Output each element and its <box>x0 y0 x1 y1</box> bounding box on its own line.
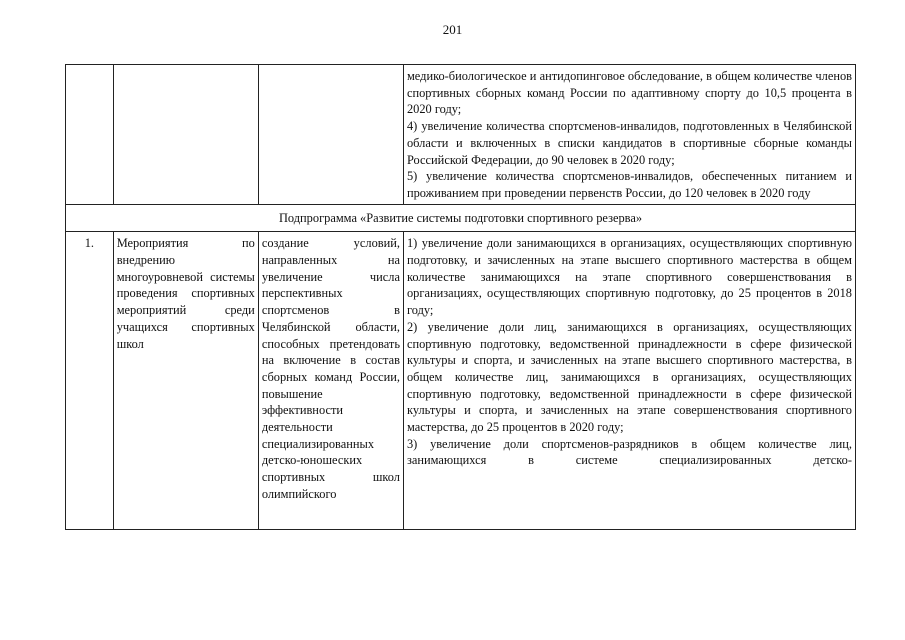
cell-goal <box>258 232 403 530</box>
table-row-subprogram <box>66 204 856 232</box>
result-paragraph: медико-биологическое и антидопинговое обследование, в общем количестве членов спортивных сборных команд России по адаптивному спорту до 10,5 процента в 2020 году; <box>406 69 852 117</box>
result-paragraph: 1) увеличение доли занимающихся в организациях, осуществляющих спортивную подготовку, и зачисленных на этапе высшего спортивного мастерства в общем количестве занимающихся на этапе спортивного совершенствования в организациях, осуществляющих спортивную подготовку, до 25 процентов в 2018 году; <box>406 236 852 318</box>
cell-goal-empty <box>258 65 403 205</box>
subprogram-title: Подпрограмма «Развитие системы подготовки спортивного резерва» <box>66 204 856 232</box>
cell-result <box>403 232 855 530</box>
cell-number-empty <box>66 65 114 205</box>
program-table <box>65 64 856 530</box>
table-row-1 <box>66 232 856 530</box>
activity-name: Мероприятия по внедрению многоуровневой системы проведения спортивных мероприятий среди учащихся спортивных школ <box>116 236 255 351</box>
activity-goal: создание условий, направленных на увеличение числа перспективных спортсменов в Челябинской области, способных претендовать на включение в состав сборных команд России, повышение эффективности деятельности специализированных детско-юношеских спортивных школ олимпийского <box>261 236 400 501</box>
cell-activity-name <box>113 232 258 530</box>
result-paragraph: 4) увеличение количества спортсменов-инвалидов, подготовленных в Челябинской области и включенных в списки кандидатов в спортивные сборные команды Российской Федерации, до 90 человек в 2020 году; <box>406 119 852 167</box>
cell-name-empty <box>113 65 258 205</box>
table-row-continuation <box>66 65 856 205</box>
result-paragraph: 3) увеличение доли спортсменов-разрядников в общем количестве лиц, занимающихся в системе специализированных детско- <box>406 436 852 468</box>
result-paragraph: 2) увеличение доли лиц, занимающихся в организациях, осуществляющих спортивную подготовку, ведомственной принадлежности в сфере физической культуры и спорта, и зачисленных на этапе высшего спортивного мастерства, в общем количестве лиц, занимающихся в организациях, осуществляющих спортивную подготовку, ведомственной принадлежности в сфере физической культуры и спорта, и зачисленных на этапе совершенствования спортивного мастерства, до 25 процентов в 2020 году; <box>406 319 852 435</box>
result-paragraph: 5) увеличение количества спортсменов-инвалидов, обеспеченных питанием и проживанием при проведении первенств России, до 120 человек в 2020 году <box>406 169 852 200</box>
page-number: 201 <box>442 22 463 37</box>
cell-result-continuation <box>403 65 855 205</box>
row-number: 1. <box>66 232 114 530</box>
